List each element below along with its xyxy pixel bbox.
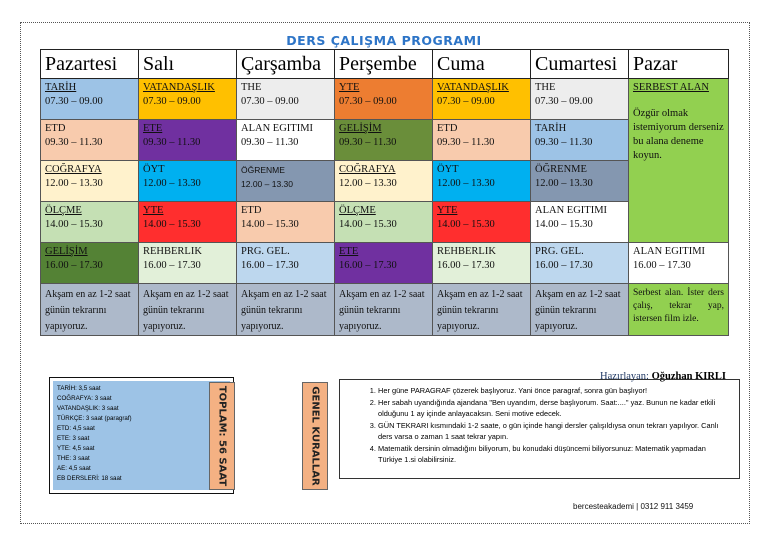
day-header: Cuma xyxy=(433,50,531,79)
summary-line: TÜRKÇE: 3 saat (paragraf) xyxy=(57,415,132,422)
schedule-cell: TARİH 07.30 – 09.00 xyxy=(41,79,139,120)
schedule-cell: ETD 09.30 – 11.30 xyxy=(433,120,531,161)
schedule-cell: YTE 14.00 – 15.30 xyxy=(433,202,531,243)
schedule-cell: YTE 07.30 – 09.00 xyxy=(335,79,433,120)
summary-line: VATANDAŞLIK: 3 saat xyxy=(57,405,119,412)
review-note-cell: Akşam en az 1-2 saat günün tekrarını yapıyoruz. xyxy=(531,284,629,336)
schedule-cell: ÖĞRENME 12.00 – 13.30 xyxy=(237,161,335,202)
day-header: Salı xyxy=(139,50,237,79)
summary-line: AE: 4,5 saat xyxy=(57,465,91,472)
rule-item: 2. Her sabah uyandığında ajandana "Ben uyandım, derse başlıyorum. Saat:...." yaz. Bunun ne kadar etkili olduğunu 1 ay içinde anlayacaksın. Seni motive edecek. xyxy=(378,397,731,419)
schedule-cell: PRG. GEL. 16.00 – 17.30 xyxy=(531,243,629,284)
schedule-cell: PRG. GEL. 16.00 – 17.30 xyxy=(237,243,335,284)
rule-item: 1. Her güne PARAGRAF çözerek başlıyoruz. Yani önce paragraf, sonra gün başlıyor! xyxy=(378,385,731,396)
summary-line: ETE: 3 saat xyxy=(57,435,90,442)
schedule-cell: VATANDAŞLIK 07.30 – 09.00 xyxy=(139,79,237,120)
schedule-cell: REHBERLIK 16.00 – 17.30 xyxy=(433,243,531,284)
hours-summary-list xyxy=(53,381,230,490)
schedule-cell: ETE 16.00 – 17.30 xyxy=(335,243,433,284)
summary-line: ETD: 4,5 saat xyxy=(57,425,95,432)
review-note-cell: Akşam en az 1-2 saat günün tekrarını yapıyoruz. xyxy=(433,284,531,336)
schedule-row xyxy=(41,161,729,202)
general-rules-label xyxy=(302,382,328,490)
schedule-cell: REHBERLIK 16.00 – 17.30 xyxy=(139,243,237,284)
summary-line: TARİH: 3,5 saat xyxy=(57,385,101,392)
total-hours-label xyxy=(209,382,235,490)
day-header: Cumartesi xyxy=(531,50,629,79)
day-header-row xyxy=(41,50,729,79)
prepared-name: Oğuzhan KIRLI xyxy=(651,371,727,382)
day-header: Perşembe xyxy=(335,50,433,79)
prepared-label: Hazırlayan: xyxy=(600,371,649,382)
schedule-row xyxy=(41,120,729,161)
schedule-row xyxy=(41,79,729,120)
schedule-cell: ÖLÇME 14.00 – 15.30 xyxy=(41,202,139,243)
summary-line: EB DERSLERİ: 18 saat xyxy=(57,475,122,482)
review-note-cell: Akşam en az 1-2 saat günün tekrarını yapıyoruz. xyxy=(335,284,433,336)
schedule-cell: ETD 14.00 – 15.30 xyxy=(237,202,335,243)
pazar-note-cell: Serbest alan. İster ders çalış, tekrar yap, istersen film izle. xyxy=(629,284,729,336)
schedule-cell: ÖĞRENME 12.00 – 13.30 xyxy=(531,161,629,202)
pazar-alan-cell: ALAN EGITIMI 16.00 – 17.30 xyxy=(629,243,729,284)
schedule-cell: ALAN EGITIMI 09.30 – 11.30 xyxy=(237,120,335,161)
general-rules-box xyxy=(339,379,740,479)
schedule-cell: YTE 14.00 – 15.30 xyxy=(139,202,237,243)
page-title: DERS ÇALIŞMA PROGRAMI xyxy=(286,33,482,48)
summary-line: COĞRAFYA: 3 saat xyxy=(57,395,112,402)
schedule-row xyxy=(41,243,729,284)
review-row xyxy=(41,284,729,336)
rule-item: 3. GÜN TEKRARI kısmındaki 1-2 saate, o gün içinde hangi dersler çalışıldıysa onun tekrarı yapılıyor. Canlı ders varsa o zaman 1 saat tekrar yapın. xyxy=(378,420,731,442)
schedule-cell: VATANDAŞLIK 07.30 – 09.00 xyxy=(433,79,531,120)
schedule-table xyxy=(40,49,729,336)
rules-list xyxy=(364,385,731,465)
schedule-cell: ÖYT 12.00 – 13.30 xyxy=(139,161,237,202)
schedule-cell: THE 07.30 – 09.00 xyxy=(531,79,629,120)
review-note-cell: Akşam en az 1-2 saat günün tekrarını yapıyoruz. xyxy=(41,284,139,336)
total-hours-text: TOPLAM: 56 SAAT xyxy=(216,385,228,487)
rule-item: 4. Matematik dersinin olmadığını biliyorum, bu konudaki düşüncemi biliyorsunuz: Matematik yapmadan Türkiye 1.si olabilirsiniz. xyxy=(378,443,731,465)
schedule-cell: COĞRAFYA 12.00 – 13.30 xyxy=(335,161,433,202)
general-rules-text: GENEL KURALLAR xyxy=(309,386,321,486)
schedule-cell: ÖLÇME 14.00 – 15.30 xyxy=(335,202,433,243)
summary-line: THE: 3 saat xyxy=(57,455,90,462)
schedule-cell: GELİŞİM 09.30 – 11.30 xyxy=(335,120,433,161)
schedule-cell: THE 07.30 – 09.00 xyxy=(237,79,335,120)
schedule-cell: COĞRAFYA 12.00 – 13.30 xyxy=(41,161,139,202)
schedule-cell: ETD 09.30 – 11.30 xyxy=(41,120,139,161)
schedule-cell: ÖYT 12.00 – 13.30 xyxy=(433,161,531,202)
summary-line: YTE: 4,5 saat xyxy=(57,445,95,452)
schedule-row xyxy=(41,202,729,243)
footer-contact: bercesteakademi | 0312 911 3459 xyxy=(573,502,694,511)
day-header: Pazartesi xyxy=(41,50,139,79)
pazar-free-cell: SERBEST ALAN Özgür olmak istemiyorum derseniz bu alana deneme koyun. xyxy=(629,79,729,243)
hours-summary-box xyxy=(49,377,234,494)
review-note-cell: Akşam en az 1-2 saat günün tekrarını yapıyoruz. xyxy=(237,284,335,336)
schedule-cell: TARİH 09.30 – 11.30 xyxy=(531,120,629,161)
day-header: Pazar xyxy=(629,50,729,79)
schedule-cell: GELİŞİM 16.00 – 17.30 xyxy=(41,243,139,284)
schedule-cell: ETE 09.30 – 11.30 xyxy=(139,120,237,161)
schedule-cell: ALAN EGITIMI 14.00 – 15.30 xyxy=(531,202,629,243)
review-note-cell: Akşam en az 1-2 saat günün tekrarını yapıyoruz. xyxy=(139,284,237,336)
day-header: Çarşamba xyxy=(237,50,335,79)
